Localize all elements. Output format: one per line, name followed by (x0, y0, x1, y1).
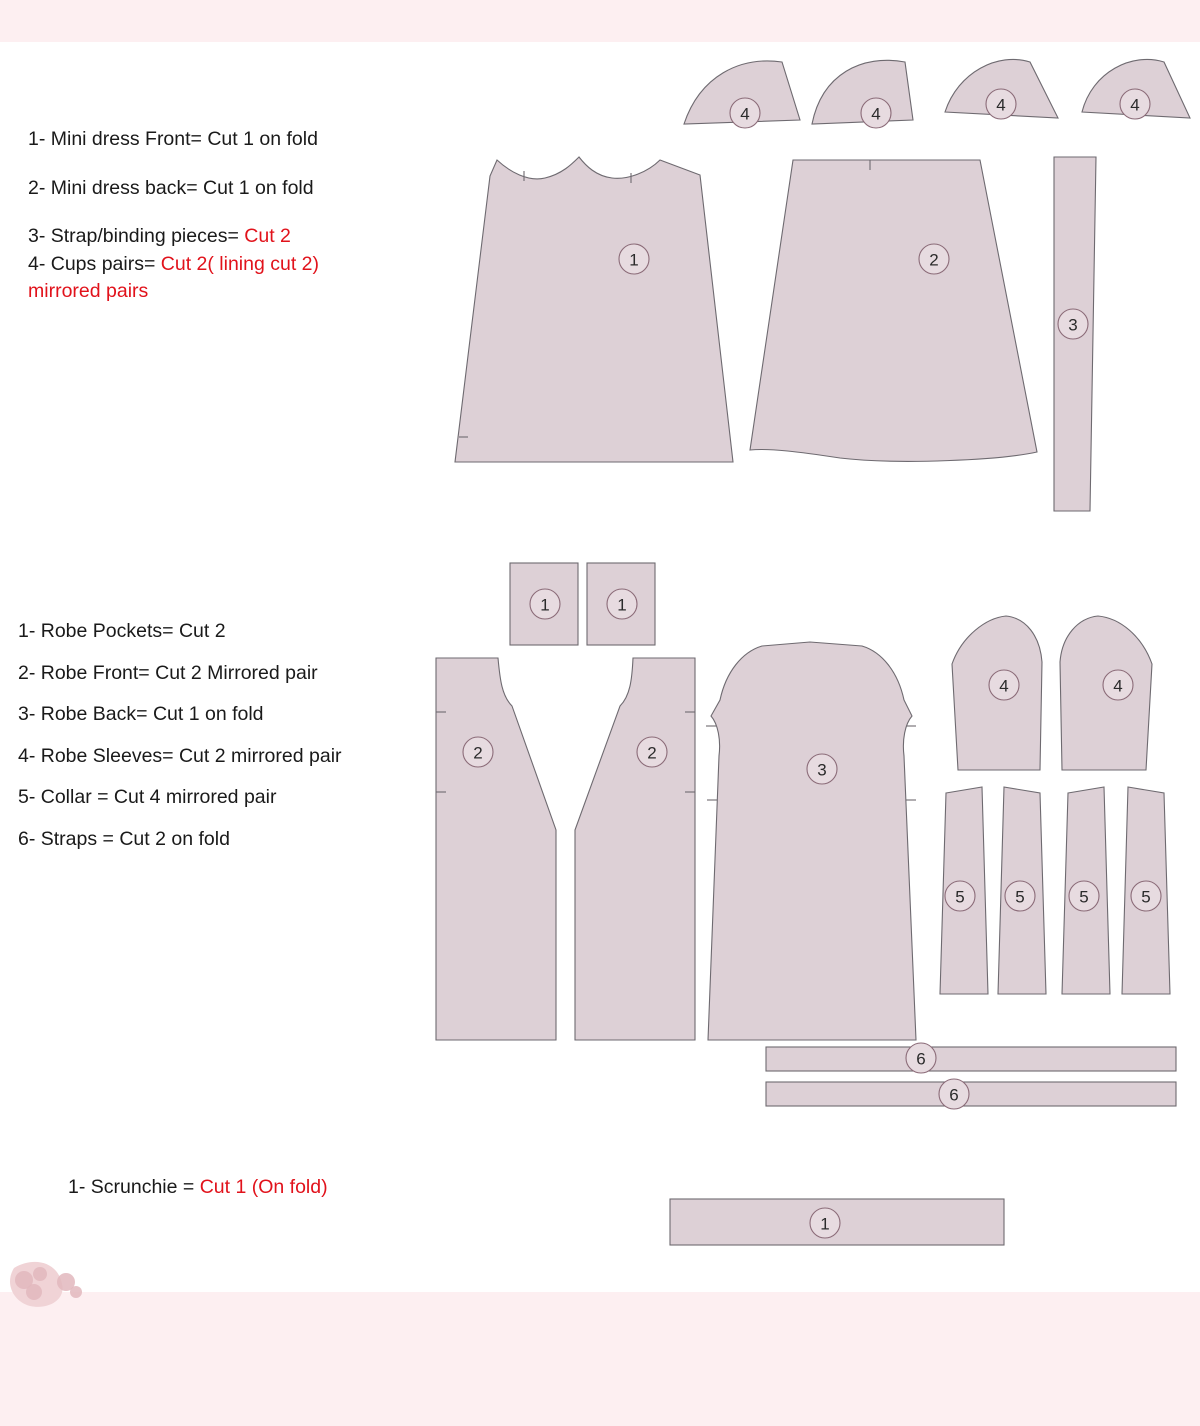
legend-line: 2- Robe Front= Cut 2 Mirrored pair (18, 661, 318, 684)
piece-badge-label: 5 (1015, 887, 1025, 907)
piece-badge-label: 4 (740, 104, 750, 124)
piece-collar-4 (1122, 787, 1170, 994)
piece-cup-1 (684, 61, 800, 128)
legend-label: 4- Cups pairs= (28, 252, 161, 275)
piece-robe-front-right (575, 658, 695, 1040)
piece-strap-binding (1054, 157, 1096, 511)
piece-badge-label: 4 (999, 676, 1009, 696)
piece-robe-sleeve-right (1060, 616, 1152, 770)
piece-robe-pocket-1 (510, 563, 578, 645)
piece-badge-label: 1 (820, 1214, 830, 1234)
piece-badge-label: 1 (540, 595, 550, 615)
legend-line: 5- Collar = Cut 4 mirrored pair (18, 786, 277, 808)
legend-value: Cut 1 (On fold) (199, 1176, 328, 1198)
legend-line: 1- Mini dress Front= Cut 1 on fold (28, 128, 318, 150)
piece-badge-label: 1 (617, 595, 627, 615)
legend-line: 4- Robe Sleeves= Cut 2 mirrored pair (18, 744, 342, 767)
piece-cup-3 (945, 59, 1058, 119)
legend-label: 3- Strap/binding pieces= (28, 225, 245, 247)
legend-label: 1- Scrunchie = (68, 1176, 200, 1198)
legend-line: 3- Robe Back= Cut 1 on fold (18, 703, 264, 725)
legend-line: 2- Mini dress back= Cut 1 on fold (28, 176, 314, 199)
piece-badge-label: 4 (996, 95, 1006, 115)
piece-badge-label: 5 (1079, 887, 1089, 907)
piece-scrunchie (670, 1199, 1004, 1245)
piece-robe-sleeve-left (952, 616, 1042, 770)
legend-value: Cut 2( lining cut 2) (160, 252, 320, 275)
piece-badge-label: 6 (949, 1085, 959, 1105)
legend-value: Cut 2 (244, 225, 291, 247)
legend-line: mirrored pairs (28, 280, 149, 302)
legend-line: 1- Robe Pockets= Cut 2 (18, 620, 226, 642)
piece-cup-4 (1082, 59, 1190, 119)
piece-badge-label: 5 (955, 887, 965, 907)
piece-badge-label: 4 (1113, 676, 1123, 696)
piece-collar-3 (1062, 787, 1110, 994)
piece-robe-back (706, 642, 916, 1040)
piece-badge-label: 2 (473, 743, 483, 763)
piece-mini-dress-back (750, 160, 1037, 461)
piece-badge-label: 4 (1130, 95, 1140, 115)
piece-robe-strap-2 (766, 1079, 1176, 1109)
piece-cup-2 (812, 60, 913, 128)
piece-collar-2 (998, 787, 1046, 994)
piece-badge-label: 6 (916, 1049, 926, 1069)
piece-badge-label: 3 (817, 760, 827, 780)
piece-badge-label: 3 (1068, 315, 1078, 335)
piece-robe-front-left (436, 658, 556, 1040)
decorative-flower-graphic (10, 1262, 82, 1307)
piece-robe-pocket-2 (587, 563, 655, 645)
piece-mini-dress-front (455, 157, 733, 462)
legend-line: 6- Straps = Cut 2 on fold (18, 827, 230, 850)
piece-badge-label: 2 (647, 743, 657, 763)
piece-badge-label: 1 (629, 250, 639, 270)
piece-badge-label: 4 (871, 104, 881, 124)
piece-robe-strap-1 (766, 1043, 1176, 1073)
piece-badge-label: 5 (1141, 887, 1151, 907)
piece-collar-1 (940, 787, 988, 994)
piece-badge-label: 2 (929, 250, 939, 270)
